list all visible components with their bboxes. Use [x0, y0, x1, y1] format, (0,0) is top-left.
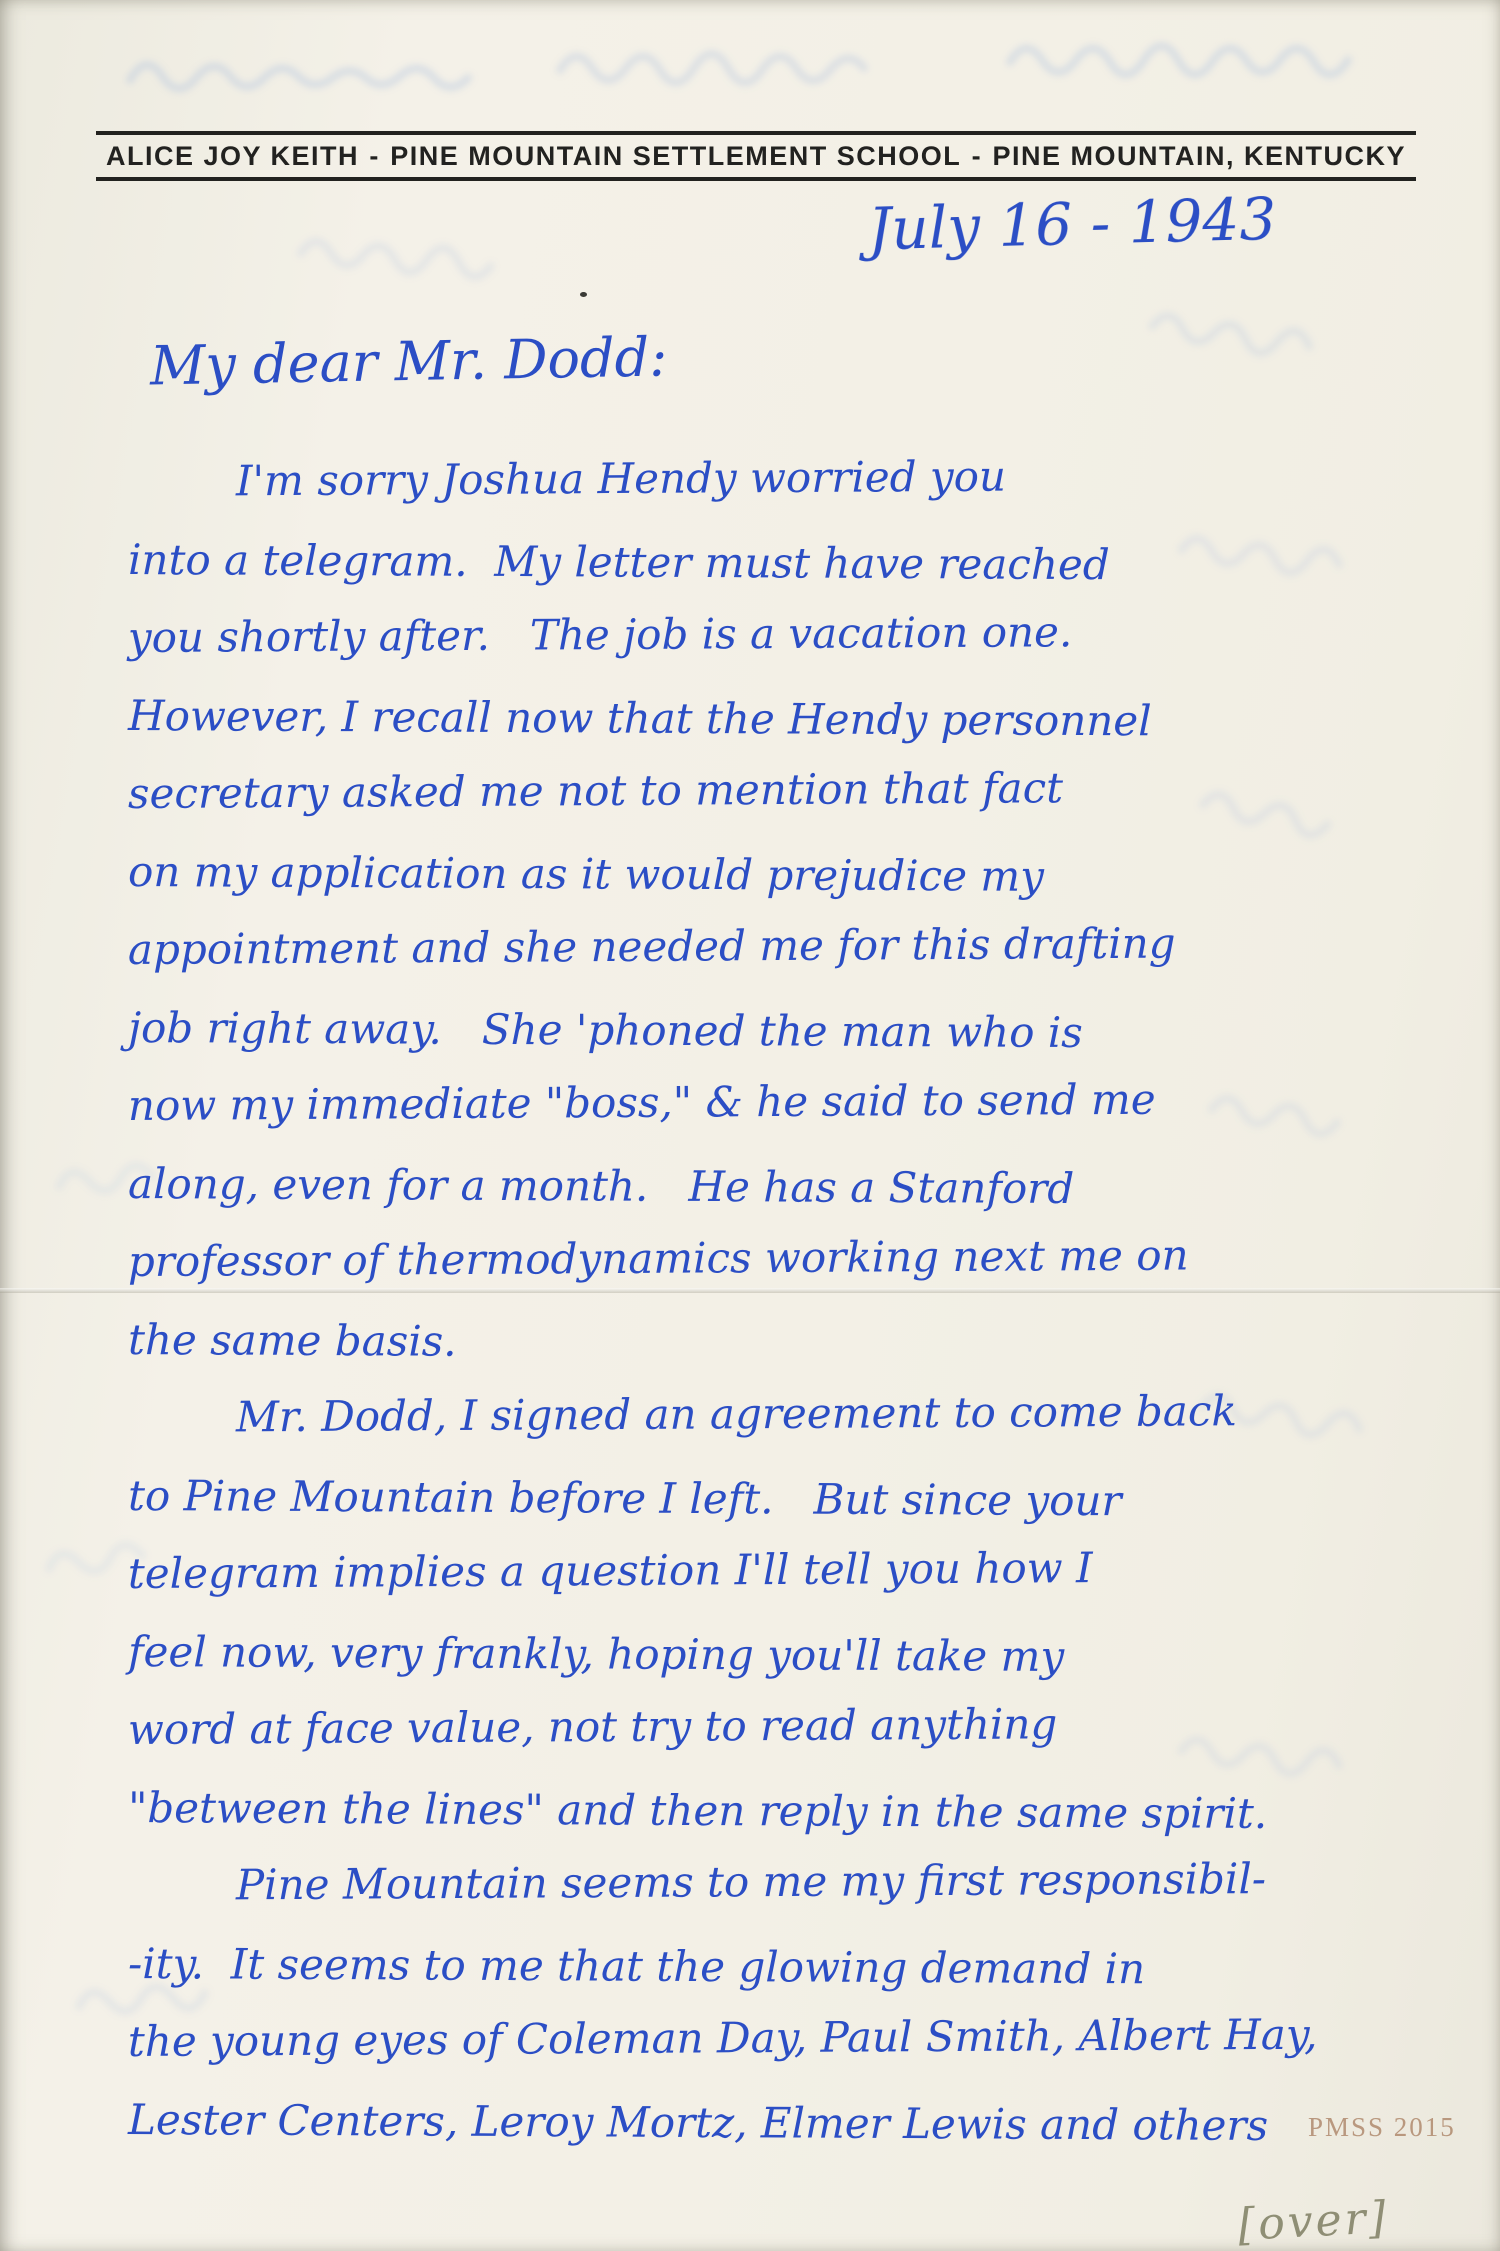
paper-speck: [580, 292, 587, 297]
letter-line: along, even for a month. He has a Stanford: [127, 1159, 1075, 1213]
letter-line: the same basis.: [127, 1315, 457, 1366]
letter-line: secretary asked me not to mention that fact: [127, 763, 1064, 818]
letterhead-location: PINE MOUNTAIN, KENTUCKY: [992, 141, 1406, 171]
letter-line: now my immediate "boss," & he said to send me: [127, 1074, 1156, 1130]
letter-salutation: My dear Mr. Dodd:: [149, 325, 668, 398]
letter-line: on my application as it would prejudice my: [127, 847, 1045, 901]
letter-line: word at face value, not try to read anything: [127, 1699, 1058, 1754]
letter-line: professor of thermodynamics working next me on: [127, 1230, 1189, 1286]
letterhead-name: ALICE JOY KEITH: [106, 141, 360, 171]
letter-line: -ity. It seems to me that the glowing demand in: [127, 1939, 1146, 1994]
letter-body: [128, 450, 1468, 2166]
letter-line: However, I recall now that the Hendy personnel: [127, 691, 1152, 746]
letter-line: appointment and she needed me for this drafting: [127, 918, 1176, 974]
letter-line: I'm sorry Joshua Hendy worried you: [235, 451, 1007, 506]
letter-line: into a telegram. My letter must have reached: [127, 535, 1110, 590]
letter-date: July 16 - 1943: [867, 184, 1278, 264]
letter-line: "between the lines" and then reply in the same spirit.: [127, 1783, 1268, 1838]
letterhead: [96, 131, 1416, 181]
letter-line: feel now, very frankly, hoping you'll take my: [127, 1627, 1065, 1681]
letter-line: you shortly after. The job is a vacation one.: [127, 607, 1073, 662]
letter-line: to Pine Mountain before I left. But since your: [127, 1471, 1122, 1526]
letter-line: the young eyes of Coleman Day, Paul Smith, Albert Hay,: [127, 2009, 1318, 2066]
letter-line: Mr. Dodd, I signed an agreement to come back: [235, 1386, 1238, 1442]
letter-line: Lester Centers, Leroy Mortz, Elmer Lewis and others: [127, 2095, 1269, 2150]
letter-line: telegram implies a question I'll tell you how I: [127, 1543, 1093, 1598]
archive-watermark: PMSS 2015: [1308, 2112, 1456, 2142]
letter-line: Pine Mountain seems to me my first responsibil-: [235, 1854, 1267, 1910]
letter-line: job right away. She 'phoned the man who is: [127, 1003, 1083, 1057]
letterhead-separator: -: [971, 141, 983, 171]
letterhead-separator: -: [369, 141, 380, 171]
letterhead-school: PINE MOUNTAIN SETTLEMENT SCHOOL: [390, 141, 962, 171]
over-note: [over]: [1236, 2192, 1390, 2251]
